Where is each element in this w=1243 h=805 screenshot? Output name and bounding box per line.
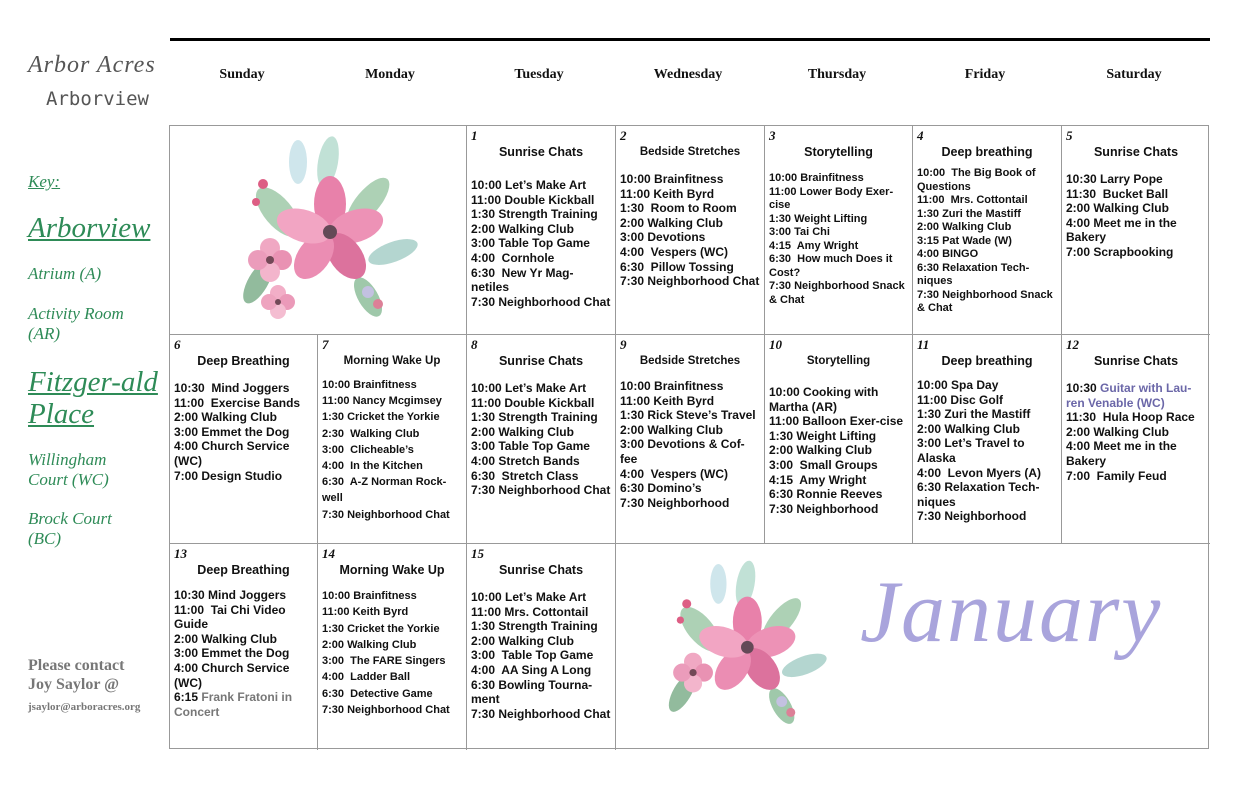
day-theme: Bedside Stretches [639, 355, 741, 367]
contact-email[interactable]: jsaylor@arboracres.org [28, 701, 141, 713]
event-list: 10:00 Spa Day 11:00 Disc Golf 1:30 Zuri the Mastiff 2:00 Walking Club 3:00 Let’s Travel to Alaska 4:00 Levon Myers (A) 6:30 Relaxation Tech-niques 7:30 Neighborhood [917, 378, 1042, 524]
key-willingham: Willingham Court (WC) [28, 450, 109, 489]
day-cell[interactable] [765, 126, 913, 335]
date-number: 2 [620, 128, 627, 143]
day-theme: Morning Wake Up [339, 563, 445, 577]
day-cell[interactable] [913, 126, 1062, 335]
month-title: January [860, 564, 1163, 661]
key-brock: Brock Court (BC) [28, 509, 112, 548]
key-arborview: Arborview [28, 212, 151, 244]
header-rule [170, 38, 1210, 41]
event-highlight: Frank Fratoni in Concert [174, 690, 296, 719]
contact-line-1: Please contact [28, 657, 125, 674]
event-list [1066, 381, 1206, 483]
date-number: 13 [174, 546, 187, 561]
day-header-tuesday: Tuesday [514, 67, 564, 82]
day-header-sunday: Sunday [219, 67, 265, 82]
event-list: 10:00 Let’s Make Art 11:00 Mrs. Cottontail 1:30 Strength Training 2:00 Walking Club 3:00 Table Top Game 4:00 AA Sing A Long 6:30 Bowling Tourna-ment 7:30 Neighborhood Chat [471, 590, 611, 721]
date-number: 12 [1066, 337, 1079, 352]
event-list: 10:00 Let’s Make Art 11:00 Double Kickball 1:30 Strength Training 2:00 Walking Club 3:00 Table Top Game 4:00 Cornhole 6:30 New Yr Mag-netiles 7:30 Neighborhood Chat [471, 178, 611, 309]
brand-name: Arbor Acres [28, 52, 156, 78]
event-list: 10:30 Larry Pope 11:30 Bucket Ball 2:00 Walking Club 4:00 Meet me in the Bakery 7:00 Scrapbooking [1066, 172, 1177, 259]
day-theme: Bedside Stretches [639, 146, 741, 158]
event-text: 11:30 Hula Hoop Race 2:00 Walking Club 4:00 Meet me in the Bakery 7:00 Family Feud [1066, 410, 1195, 483]
day-theme: Morning Wake Up [343, 355, 441, 367]
day-theme: Sunrise Chats [1093, 354, 1179, 368]
date-number: 5 [1066, 128, 1073, 143]
key-activity-room: Activity Room (AR) [28, 304, 124, 343]
flower-bouquet-icon [646, 550, 836, 740]
date-number: 15 [471, 546, 484, 561]
date-number: 1 [471, 128, 478, 143]
day-theme: Sunrise Chats [1093, 145, 1179, 159]
day-cell[interactable] [318, 544, 467, 750]
date-number: 8 [471, 337, 478, 352]
day-theme: Deep breathing [941, 145, 1033, 159]
contact-line-2: Joy Saylor @ [28, 676, 120, 693]
event-list: 10:00 Let’s Make Art 11:00 Double Kickball 1:30 Strength Training 2:00 Walking Club 3:00 Table Top Game 4:00 Stretch Bands 6:30 Stretch Class 7:30 Neighborhood Chat [471, 381, 611, 498]
event-list: 10:00 Brainfitness 11:00 Lower Body Exer-cise 1:30 Weight Lifting 3:00 Tai Chi 4:15 Amy Wright 6:30 How much Does it Cost? 7:30 Neighborhood Snack & Chat [769, 172, 905, 306]
day-cell[interactable] [616, 126, 765, 335]
date-number: 11 [917, 337, 930, 352]
brand-sub: Arborview [46, 88, 149, 110]
day-cell[interactable] [765, 335, 913, 544]
contact-info [28, 656, 168, 717]
day-header-wednesday: Wednesday [653, 67, 723, 82]
event-list: 10:00 Brainfitness 11:00 Keith Byrd 1:30 Cricket the Yorkie 2:00 Walking Club 3:00 The FARE Singers 4:00 Ladder Ball 6:30 Detective Game 7:30 Neighborhood Chat [322, 590, 450, 717]
date-number: 7 [322, 337, 329, 352]
event-text: 10:30 [1066, 381, 1101, 395]
day-cell[interactable] [467, 544, 616, 750]
day-theme: Sunrise Chats [498, 145, 584, 159]
key-title: Key: [28, 172, 61, 191]
day-theme: Storytelling [804, 145, 873, 159]
day-header-saturday: Saturday [1106, 67, 1162, 82]
decor-cell [170, 126, 467, 335]
event-list: 10:30 Mind Joggers 11:00 Exercise Bands 2:00 Walking Club 3:00 Emmet the Dog 4:00 Church Service (WC) 7:00 Design Studio [174, 381, 301, 483]
day-theme: Deep Breathing [197, 354, 290, 368]
day-theme: Deep Breathing [197, 563, 290, 577]
event-list: 10:00 Cooking with Martha (AR) 11:00 Balloon Exer-cise 1:30 Weight Lifting 2:00 Walking Club 3:00 Small Groups 4:15 Amy Wright 6:30 Ronnie Reeves 7:30 Neighborhood [769, 385, 904, 516]
event-list: 10:00 Brainfitness 11:00 Keith Byrd 1:30 Rick Steve’s Travel 2:00 Walking Club 3:00 Devotions & Cof-fee 4:00 Vespers (WC) 6:30 Domino’s 7:30 Neighborhood [620, 379, 756, 510]
day-cell[interactable] [616, 335, 765, 544]
date-number: 10 [769, 337, 782, 352]
date-number: 6 [174, 337, 181, 352]
event-list: 10:00 Brainfitness 11:00 Nancy Mcgimsey 1:30 Cricket the Yorkie 2:30 Walking Club 3:00 Clicheable’s 4:00 In the Kitchen 6:30 A-Z Norman Rock-well 7:30 Neighborhood Chat [322, 379, 450, 521]
date-number: 3 [769, 128, 776, 143]
day-theme: Deep breathing [941, 354, 1033, 368]
day-cell[interactable] [913, 335, 1062, 544]
day-theme: Sunrise Chats [498, 563, 584, 577]
date-number: 9 [620, 337, 627, 352]
date-number: 4 [917, 128, 924, 143]
day-header-monday: Monday [365, 67, 415, 82]
event-list: 10:00 Brainfitness 11:00 Keith Byrd 1:30 Room to Room 2:00 Walking Club 3:00 Devotions 4:00 Vespers (WC) 6:30 Pillow Tossing 7:30 Neighborhood Chat [620, 172, 760, 289]
day-theme: Sunrise Chats [498, 354, 584, 368]
day-cell[interactable] [318, 335, 467, 544]
day-cell[interactable] [170, 544, 318, 750]
day-header-thursday: Thursday [807, 67, 867, 82]
event-text: 10:30 Mind Joggers 11:00 Tai Chi Video Guide 2:00 Walking Club 3:00 Emmet the Dog 4:00 Church Service (WC) 6:15 [174, 588, 290, 705]
day-cell[interactable] [1062, 335, 1210, 544]
day-cell[interactable] [467, 335, 616, 544]
day-header-friday: Friday [964, 67, 1006, 82]
event-list: 10:00 The Big Book of Questions 11:00 Mrs. Cottontail 1:30 Zuri the Mastiff 2:00 Walking Club 3:15 Pat Wade (W) 4:00 BINGO 6:30 Relaxation Tech-niques 7:30 Neighborhood Snack & Chat [917, 167, 1053, 314]
flower-bouquet-icon [218, 132, 428, 327]
day-cell[interactable] [467, 126, 616, 335]
date-number: 14 [322, 546, 335, 561]
event-list [174, 588, 313, 719]
event-highlight: Guitar with Lau-ren Venable (WC) [1066, 381, 1192, 410]
key-atrium: Atrium (A) [28, 264, 102, 283]
key-fitzgerald-place: Fitzger-ald Place [28, 366, 158, 430]
day-cell[interactable] [170, 335, 318, 544]
day-theme: Storytelling [806, 355, 871, 367]
day-cell[interactable] [1062, 126, 1210, 335]
